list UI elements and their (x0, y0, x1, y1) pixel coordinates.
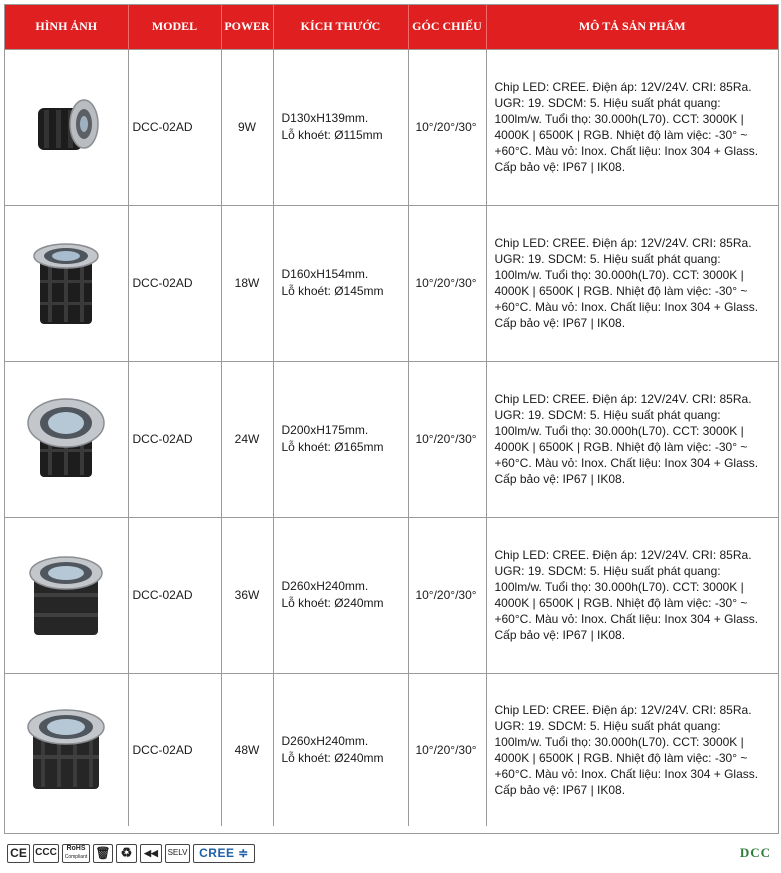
model-cell: DCC-02AD (128, 517, 221, 673)
table-row (5, 517, 778, 673)
header-image: HÌNH ẢNH (5, 5, 128, 49)
description-line: +60°C. Màu vỏ: Inox. Chất liệu: Inox 304 + Glass. (494, 300, 759, 314)
ccc-mark-icon: CCC (33, 844, 59, 863)
description-line: +60°C. Màu vỏ: Inox. Chất liệu: Inox 304 + Glass. (494, 612, 759, 626)
selv-mark-icon: SELV (165, 844, 190, 863)
beam-angle-cell: 10°/20°/30° (408, 673, 486, 826)
table-row (5, 49, 778, 205)
table-row (5, 673, 778, 826)
rohs-mark-icon (62, 844, 90, 863)
description-line: Chip LED: CREE. Điện áp: 12V/24V. CRI: 85Ra. (494, 548, 752, 562)
table-row (5, 361, 778, 517)
power-cell: 18W (221, 205, 273, 361)
description-line: Cấp bảo vệ: IP67 | IK08. (494, 316, 626, 330)
product-spec-sheet (4, 4, 779, 834)
cutout-text: Lỗ khoét: Ø115mm (281, 128, 383, 142)
lamp-48w-image (23, 703, 109, 793)
beam-angle-cell: 10°/20°/30° (408, 361, 486, 517)
description-line: Chip LED: CREE. Điện áp: 12V/24V. CRI: 85Ra. (494, 702, 752, 717)
dimension-text: D160xH154mm. (281, 267, 369, 281)
table-row (5, 205, 778, 361)
description-line: Cấp bảo vệ: IP67 | IK08. (494, 782, 626, 797)
certification-footer (4, 838, 779, 868)
cutout-text: Lỗ khoét: Ø240mm (281, 750, 384, 765)
lamp-9w-image (24, 94, 108, 158)
description-line: UGR: 19. SDCM: 5. Hiệu suất phát quang: (494, 564, 721, 578)
header-beam-angle: GÓC CHIẾU (408, 5, 486, 49)
size-cell (273, 205, 408, 361)
product-image-cell (5, 205, 128, 361)
dimension-text: D200xH175mm. (281, 423, 369, 437)
beam-angle-cell: 10°/20°/30° (408, 205, 486, 361)
ce-mark-icon: CE (7, 844, 30, 863)
weee-bin-icon: 🗑 (93, 844, 113, 863)
power-cell: 9W (221, 49, 273, 205)
product-image-cell (5, 361, 128, 517)
power-cell: 36W (221, 517, 273, 673)
description-line: Chip LED: CREE. Điện áp: 12V/24V. CRI: 85Ra. (494, 392, 752, 406)
description-line: Cấp bảo vệ: IP67 | IK08. (494, 160, 626, 174)
dimension-text: D260xH240mm. (281, 579, 369, 593)
beam-angle-cell: 10°/20°/30° (408, 49, 486, 205)
lamp-36w-image (24, 549, 108, 639)
product-image-cell (5, 49, 128, 205)
description-line: 100lm/w. Tuổi thọ: 30.000h(L70). CCT: 3000K | (494, 580, 744, 594)
description-line: +60°C. Màu vỏ: Inox. Chất liệu: Inox 304 + Glass. (494, 766, 759, 781)
description-line: UGR: 19. SDCM: 5. Hiệu suất phát quang: (494, 96, 721, 110)
certification-badges (4, 844, 255, 863)
description-cell (486, 673, 778, 826)
description-cell (486, 205, 778, 361)
description-cell (486, 49, 778, 205)
description-line: UGR: 19. SDCM: 5. Hiệu suất phát quang: (494, 718, 721, 733)
model-cell: DCC-02AD (128, 673, 221, 826)
description-cell (486, 517, 778, 673)
lamp-24w-image (24, 395, 108, 481)
beam-angle-cell: 10°/20°/30° (408, 517, 486, 673)
description-line: Chip LED: CREE. Điện áp: 12V/24V. CRI: 85Ra. (494, 80, 752, 94)
dcc-brand-logo: DCC (739, 845, 771, 860)
description-line: UGR: 19. SDCM: 5. Hiệu suất phát quang: (494, 408, 721, 422)
header-power: POWER (221, 5, 273, 49)
header-size: KÍCH THƯỚC (273, 5, 408, 49)
power-cell: 24W (221, 361, 273, 517)
recycle-icon: ♻ (116, 844, 137, 863)
description-line: +60°C. Màu vỏ: Inox. Chất liệu: Inox 304 + Glass. (494, 456, 759, 470)
model-cell: DCC-02AD (128, 49, 221, 205)
description-line: 100lm/w. Tuổi thọ: 30.000h(L70). CCT: 3000K | (494, 268, 744, 282)
description-line: 4000K | 6500K | RGB. Nhiệt độ làm việc: -30° ~ (494, 596, 748, 610)
rohs-sublabel: Compliant (64, 854, 88, 860)
lamp-18w-image (28, 234, 104, 330)
cree-logo-icon: CREE ≑ (193, 844, 255, 863)
model-cell: DCC-02AD (128, 361, 221, 517)
size-cell (273, 49, 408, 205)
cutout-text: Lỗ khoét: Ø145mm (281, 284, 384, 298)
model-cell: DCC-02AD (128, 205, 221, 361)
rohs-label: RoHS (66, 845, 86, 852)
product-image-cell (5, 673, 128, 826)
size-cell (273, 361, 408, 517)
description-line: 4000K | 6500K | RGB. Nhiệt độ làm việc: -30° ~ (494, 284, 748, 298)
description-line: 4000K | 6500K | RGB. Nhiệt độ làm việc: -30° ~ (494, 750, 748, 765)
double-c-mark-icon: ◀◀ (140, 844, 162, 863)
cutout-text: Lỗ khoét: Ø165mm (281, 440, 384, 454)
size-cell (273, 517, 408, 673)
header-description: MÔ TẢ SẢN PHẨM (486, 5, 778, 49)
description-line: 4000K | 6500K | RGB. Nhiệt độ làm việc: -30° ~ (494, 128, 748, 142)
dimension-text: D260xH240mm. (281, 733, 369, 748)
size-cell (273, 673, 408, 826)
power-cell: 48W (221, 673, 273, 826)
product-image-cell (5, 517, 128, 673)
description-line: Chip LED: CREE. Điện áp: 12V/24V. CRI: 85Ra. (494, 236, 752, 250)
description-line: Cấp bảo vệ: IP67 | IK08. (494, 472, 626, 486)
description-line: +60°C. Màu vỏ: Inox. Chất liệu: Inox 304 + Glass. (494, 144, 759, 158)
description-line: UGR: 19. SDCM: 5. Hiệu suất phát quang: (494, 252, 721, 266)
description-cell (486, 361, 778, 517)
description-line: 100lm/w. Tuổi thọ: 30.000h(L70). CCT: 3000K | (494, 424, 744, 438)
cutout-text: Lỗ khoét: Ø240mm (281, 596, 384, 610)
description-line: 100lm/w. Tuổi thọ: 30.000h(L70). CCT: 3000K | (494, 734, 744, 749)
description-line: 100lm/w. Tuổi thọ: 30.000h(L70). CCT: 3000K | (494, 112, 744, 126)
header-model: MODEL (128, 5, 221, 49)
product-table (5, 5, 778, 826)
table-header-row (5, 5, 778, 49)
description-line: 4000K | 6500K | RGB. Nhiệt độ làm việc: -30° ~ (494, 440, 748, 454)
description-line: Cấp bảo vệ: IP67 | IK08. (494, 628, 626, 642)
dimension-text: D130xH139mm. (281, 111, 369, 125)
